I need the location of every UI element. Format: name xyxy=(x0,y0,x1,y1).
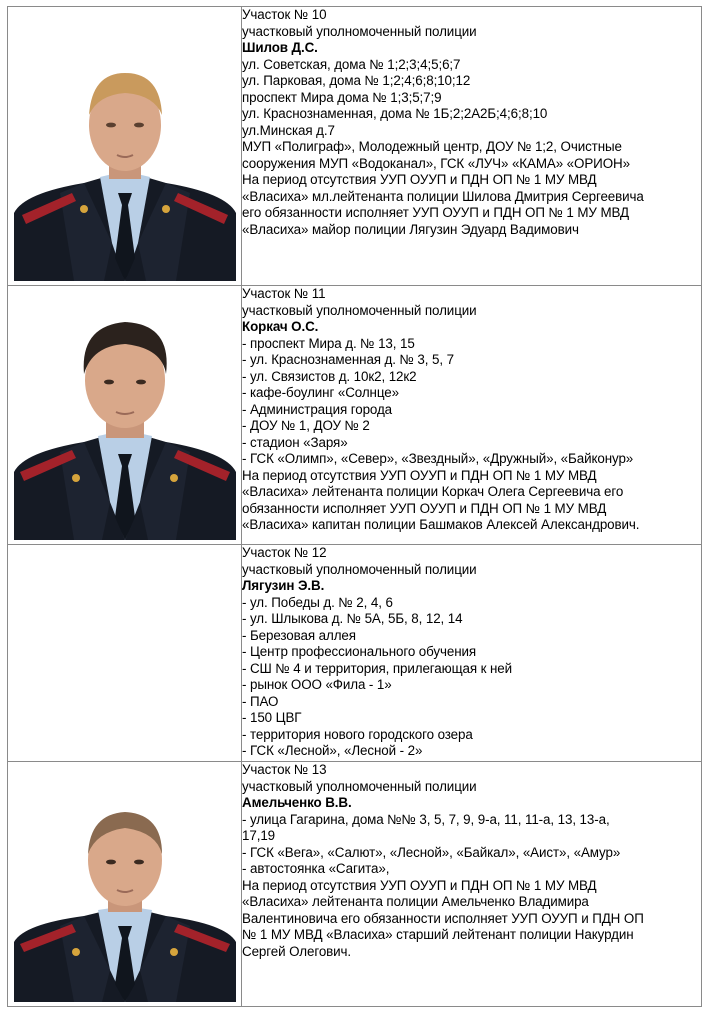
coverage-line: - ул. Победы д. № 2, 4, 6 xyxy=(242,594,393,610)
coverage-line: «Власиха» лейтенанта полиции Амельченко Владимира xyxy=(242,894,589,909)
precinct-number: Участок № 11 xyxy=(242,286,326,301)
precinct-row xyxy=(8,762,702,1007)
precinct-number: Участок № 12 xyxy=(242,545,327,560)
coverage-line: № 1 МУ МВД «Власиха» старший лейтенант полиции Накурдин xyxy=(242,927,634,942)
coverage-line: - ул. Связистов д. 10к2, 12к2 xyxy=(242,368,417,384)
coverage-line: МУП «Полиграф», Молодежный центр, ДОУ № 1;2, Очистные xyxy=(242,139,622,154)
coverage-line: - проспект Мира д. № 13, 15 xyxy=(242,335,415,351)
precinct-number: Участок № 13 xyxy=(242,762,327,777)
coverage-line: проспект Мира дома № 1;3;5;7;9 xyxy=(242,89,442,105)
precinct-lines xyxy=(242,595,701,760)
coverage-line: - СШ № 4 и территория, прилегающая к ней xyxy=(242,660,513,676)
coverage-line: - ГСК «Олимп», «Север», «Звездный», «Дружный», «Байконур» xyxy=(242,451,634,466)
photo-cell xyxy=(8,545,242,762)
coverage-line: - Березовая аллея xyxy=(242,627,356,643)
precinct-lines xyxy=(242,336,701,534)
coverage-line: - автостоянка «Сагита», xyxy=(242,861,390,876)
coverage-line: - ГСК «Вега», «Салют», «Лесной», «Байкал», «Аист», «Амур» xyxy=(242,844,621,860)
coverage-line: На период отсутствия УУП ОУУП и ПДН ОП № 1 МУ МВД xyxy=(242,172,597,187)
officer-photo xyxy=(14,802,236,1002)
coverage-line: - улица Гагарина, дома №№ 3, 5, 7, 9, 9-а, 11, 11-а, 13, 13-а, xyxy=(242,811,610,827)
officer-name: Шилов Д.С. xyxy=(242,40,318,55)
coverage-line: Валентиновича его обязанности исполняет УУП ОУУП и ПДН ОП xyxy=(242,910,644,926)
coverage-line: - ул. Шлыкова д. № 5А, 5Б, 8, 12, 14 xyxy=(242,611,463,626)
coverage-line: 17,19 xyxy=(242,828,276,843)
coverage-line: «Власиха» майор полиции Лягузин Эдуард Вадимович xyxy=(242,221,579,237)
precinct-row xyxy=(8,7,702,286)
officer-role: участковый уполномоченный полиции xyxy=(242,302,477,318)
officer-photo xyxy=(14,43,236,281)
coverage-line: На период отсутствия УУП ОУУП и ПДН ОП № 1 МУ МВД xyxy=(242,877,597,893)
coverage-line: - 150 ЦВГ xyxy=(242,710,302,725)
officer-role: участковый уполномоченный полиции xyxy=(242,778,477,794)
officer-name: Лягузин Э.В. xyxy=(242,578,325,593)
officer-role: участковый уполномоченный полиции xyxy=(242,561,477,577)
coverage-line: - территория нового городского озера xyxy=(242,726,473,742)
precinct-info-cell xyxy=(242,7,702,286)
precinct-row xyxy=(8,545,702,762)
photo-cell xyxy=(8,286,242,545)
coverage-line: ул. Парковая, дома № 1;2;4;6;8;10;12 xyxy=(242,73,471,88)
officer-portrait-image xyxy=(14,802,236,1002)
officer-name: Амельченко В.В. xyxy=(242,795,352,810)
coverage-line: «Власиха» капитан полиции Башмаков Алексей Александрович. xyxy=(242,517,640,532)
precinct-table xyxy=(7,6,702,1007)
coverage-line: - ГСК «Лесной», «Лесной - 2» xyxy=(242,743,423,758)
coverage-line: - кафе-боулинг «Солнце» xyxy=(242,385,399,400)
coverage-line: «Власиха» мл.лейтенанта полиции Шилова Дмитрия Сергеевича xyxy=(242,188,644,204)
precinct-number: Участок № 10 xyxy=(242,7,327,22)
coverage-line: На период отсутствия УУП ОУУП и ПДН ОП № 1 МУ МВД xyxy=(242,467,597,483)
coverage-line: обязанности исполняет УУП ОУУП и ПДН ОП № 1 МУ МВД xyxy=(242,500,607,516)
coverage-line: - Центр профессионального обучения xyxy=(242,644,477,659)
photo-cell xyxy=(8,7,242,286)
coverage-line: - стадион «Заря» xyxy=(242,434,348,450)
coverage-line: ул. Советская, дома № 1;2;3;4;5;6;7 xyxy=(242,56,461,72)
coverage-line: ул.Минская д.7 xyxy=(242,122,335,138)
precinct-info-cell xyxy=(242,286,702,545)
coverage-line: «Власиха» лейтенанта полиции Коркач Олега Сергеевича его xyxy=(242,484,624,499)
coverage-line: - ДОУ № 1, ДОУ № 2 xyxy=(242,418,370,433)
precinct-info-cell xyxy=(242,545,702,762)
coverage-line: - ул. Краснознаменная д. № 3, 5, 7 xyxy=(242,352,454,367)
officer-portrait-image xyxy=(14,302,236,540)
coverage-line: его обязанности исполняет УУП ОУУП и ПДН ОП № 1 МУ МВД xyxy=(242,205,630,220)
coverage-line: - ПАО xyxy=(242,693,279,709)
coverage-line: сооружения МУП «Водоканал», ГСК «ЛУЧ» «КАМА» «ОРИОН» xyxy=(242,155,630,171)
officer-photo xyxy=(14,302,236,540)
precinct-lines xyxy=(242,812,701,961)
precinct-sheet xyxy=(7,6,702,1007)
coverage-line: - рынок ООО «Фила - 1» xyxy=(242,677,392,692)
officer-role: участковый уполномоченный полиции xyxy=(242,23,477,39)
coverage-line: - Администрация города xyxy=(242,401,393,417)
precinct-info-cell xyxy=(242,762,702,1007)
officer-name: Коркач О.С. xyxy=(242,319,319,334)
officer-portrait-image xyxy=(14,43,236,281)
coverage-line: ул. Краснознаменная, дома № 1Б;2;2А2Б;4;6;8;10 xyxy=(242,106,548,121)
precinct-lines xyxy=(242,57,701,239)
coverage-line: Сергей Олегович. xyxy=(242,943,352,959)
precinct-row xyxy=(8,286,702,545)
photo-cell xyxy=(8,762,242,1007)
